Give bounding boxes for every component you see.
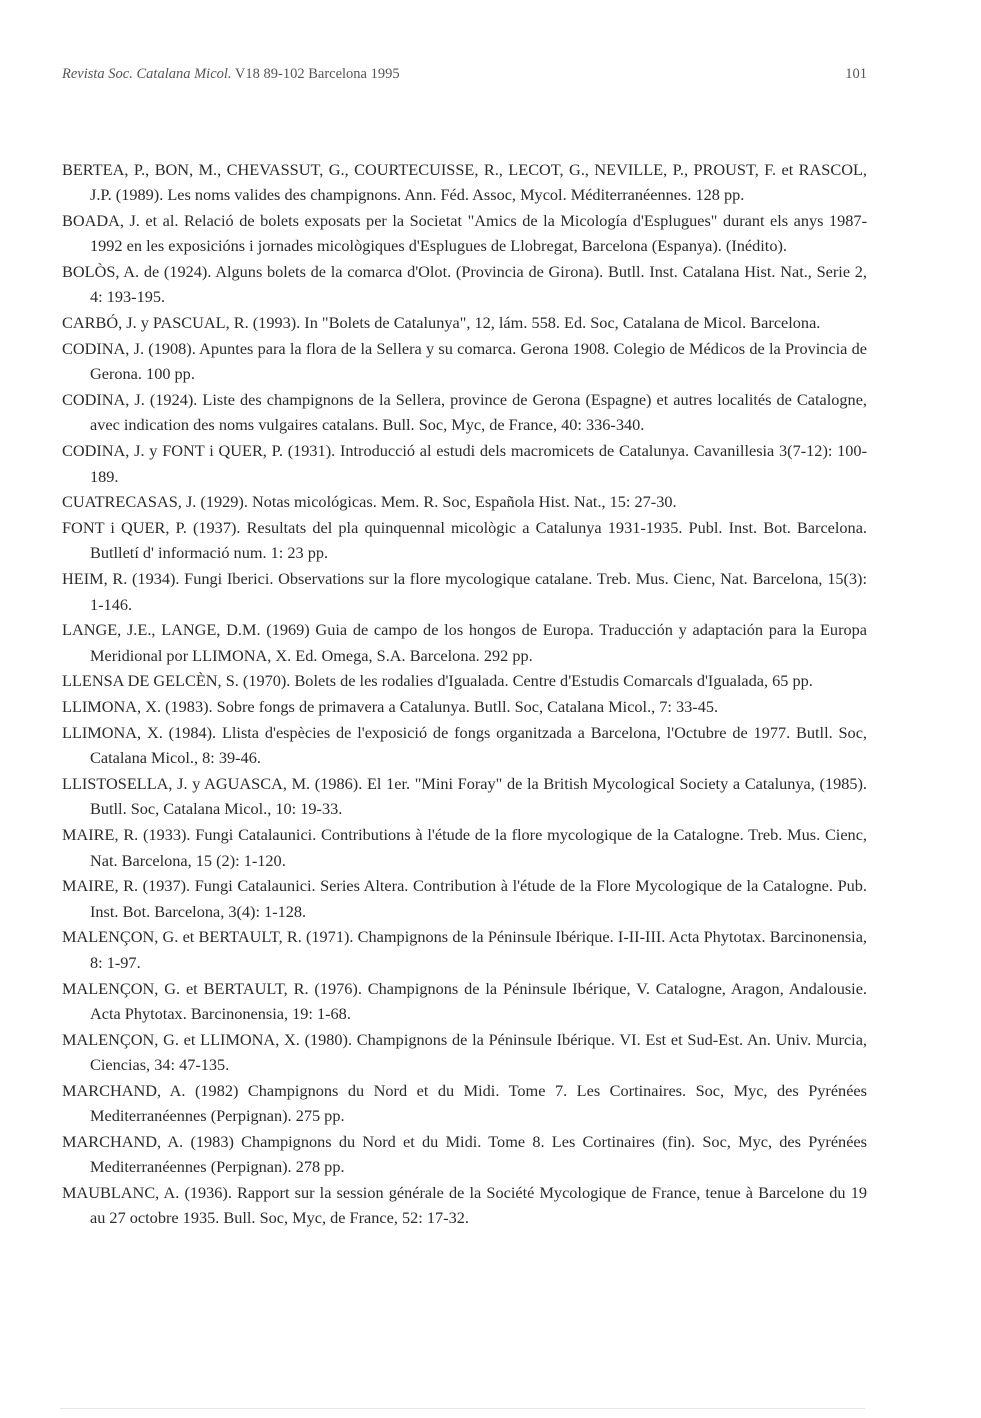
reference-item: LLENSA DE GELCÈN, S. (1970). Bolets de les rodalies d'Igualada. Centre d'Estudis Comarcals d'Igualada, 65 pp.: [62, 671, 813, 691]
journal-details: V18 89-102 Barcelona 1995: [234, 66, 400, 82]
reference-item: LANGE, J.E., LANGE, D.M. (1969) Guia de campo de los hongos de Europa. Traducción y adaptación para la Europa Meridional por LLIMONA, X. Ed. Omega, S.A. Barcelona. 292 pp.: [62, 620, 867, 665]
reference-item: MALENÇON, G. et BERTAULT, R. (1976). Champignons de la Péninsule Ibérique, V. Catalogne, Aragon, Andalousie. Acta Phytotax. Barcinonensia, 19: 1-68.: [62, 978, 867, 1023]
reference-item: CUATRECASAS, J. (1929). Notas micológicas. Mem. R. Soc, Española Hist. Nat., 15: 27-30.: [62, 492, 677, 512]
reference-item: BOADA, J. et al. Relació de bolets exposats per la Societat "Amics de la Micología d'Esplugues" durant els anys 1987-1992 en les exposicións i jornades micològiques d'Esplugues de Llobregat, Barcelona (Espanya). (Inédito).: [62, 211, 867, 256]
reference-item: MAIRE, R. (1933). Fungi Catalaunici. Contributions à l'étude de la flore mycologique de la Catalogne. Treb. Mus. Cienc, Nat. Barcelona, 15 (2): 1-120.: [62, 825, 867, 870]
page-bottom-divider: [60, 1408, 865, 1409]
reference-item: BERTEA, P., BON, M., CHEVASSUT, G., COURTECUISSE, R., LECOT, G., NEVILLE, P., PROUST, F. et RASCOL, J.P. (1989). Les noms valides des champignons. Ann. Féd. Assoc, Mycol. Méditerranéennes. 128 pp.: [62, 160, 867, 205]
reference-item: CODINA, J. (1908). Apuntes para la flora de la Sellera y su comarca. Gerona 1908. Colegio de Médicos de la Provincia de Gerona. 100 pp.: [62, 339, 867, 384]
reference-item: MAUBLANC, A. (1936). Rapport sur la session générale de la Société Mycologique de France, tenue à Barcelone du 19 au 27 octobre 1935. Bull. Soc, Myc, de France, 52: 17-32.: [62, 1182, 867, 1228]
reference-item: LLIMONA, X. (1984). Llista d'espècies de l'exposició de fongs organitzada a Barcelona, l'Octubre de 1977. Butll. Soc, Catalana Micol., 8: 39-46.: [62, 723, 867, 768]
page-number: 101: [845, 66, 867, 82]
reference-item: MALENÇON, G. et BERTAULT, R. (1971). Champignons de la Péninsule Ibérique. I-II-III. Acta Phytotax. Barcinonensia, 8: 1-97.: [62, 927, 867, 972]
reference-item: MARCHAND, A. (1982) Champignons du Nord et du Midi. Tome 7. Les Cortinaires. Soc, Myc, des Pyrénées Mediterranéennes (Perpignan). 275 pp.: [62, 1080, 867, 1125]
reference-item: MALENÇON, G. et LLIMONA, X. (1980). Champignons de la Péninsule Ibérique. VI. Est et Sud-Est. An. Univ. Murcia, Ciencias, 34: 47-135.: [62, 1029, 867, 1074]
journal-name: Revista Soc. Catalana Micol.: [62, 66, 232, 82]
reference-item: MAIRE, R. (1937). Fungi Catalaunici. Series Altera. Contribution à l'étude de la Flore Mycologique de la Catalogne. Pub. Inst. Bot. Barcelona, 3(4): 1-128.: [62, 876, 867, 921]
reference-item: CODINA, J. (1924). Liste des champignons de la Sellera, province de Gerona (Espagne) et autres localités de Catalogne, avec indication des noms vulgaires catalans. Bull. Soc, Myc, de France, 40: 336-340.: [62, 390, 867, 435]
reference-item: HEIM, R. (1934). Fungi Iberici. Observations sur la flore mycologique catalane. Treb. Mus. Cienc, Nat. Barcelona, 15(3): 1-146.: [62, 569, 867, 614]
reference-item: MARCHAND, A. (1983) Champignons du Nord et du Midi. Tome 8. Les Cortinaires (fin). Soc, Myc, des Pyrénées Mediterranéennes (Perpignan). 278 pp.: [62, 1131, 867, 1177]
reference-item: CARBÓ, J. y PASCUAL, R. (1993). In "Bolets de Catalunya", 12, lám. 558. Ed. Soc, Catalana de Micol. Barcelona.: [62, 313, 821, 333]
reference-list: [62, 157, 867, 1231]
reference-item: LLIMONA, X. (1983). Sobre fongs de primavera a Catalunya. Butll. Soc, Catalana Micol., 7: 33-45.: [62, 697, 719, 717]
reference-item: CODINA, J. y FONT i QUER, P. (1931). Introducció al estudi dels macromicets de Catalunya. Cavanillesia 3(7-12): 100-189.: [62, 441, 867, 486]
running-header: [62, 66, 867, 83]
reference-item: FONT i QUER, P. (1937). Resultats del pla quinquennal micològic a Catalunya 1931-1935. Publ. Inst. Bot. Barcelona. Butlletí d' informació num. 1: 23 pp.: [62, 518, 867, 563]
reference-item: BOLÒS, A. de (1924). Alguns bolets de la comarca d'Olot. (Provincia de Girona). Butll. Inst. Catalana Hist. Nat., Serie 2, 4: 193-195.: [62, 262, 867, 307]
reference-item: LLISTOSELLA, J. y AGUASCA, M. (1986). El 1er. "Mini Foray" de la British Mycological Society a Catalunya, (1985). Butll. Soc, Catalana Micol., 10: 19-33.: [62, 774, 867, 819]
